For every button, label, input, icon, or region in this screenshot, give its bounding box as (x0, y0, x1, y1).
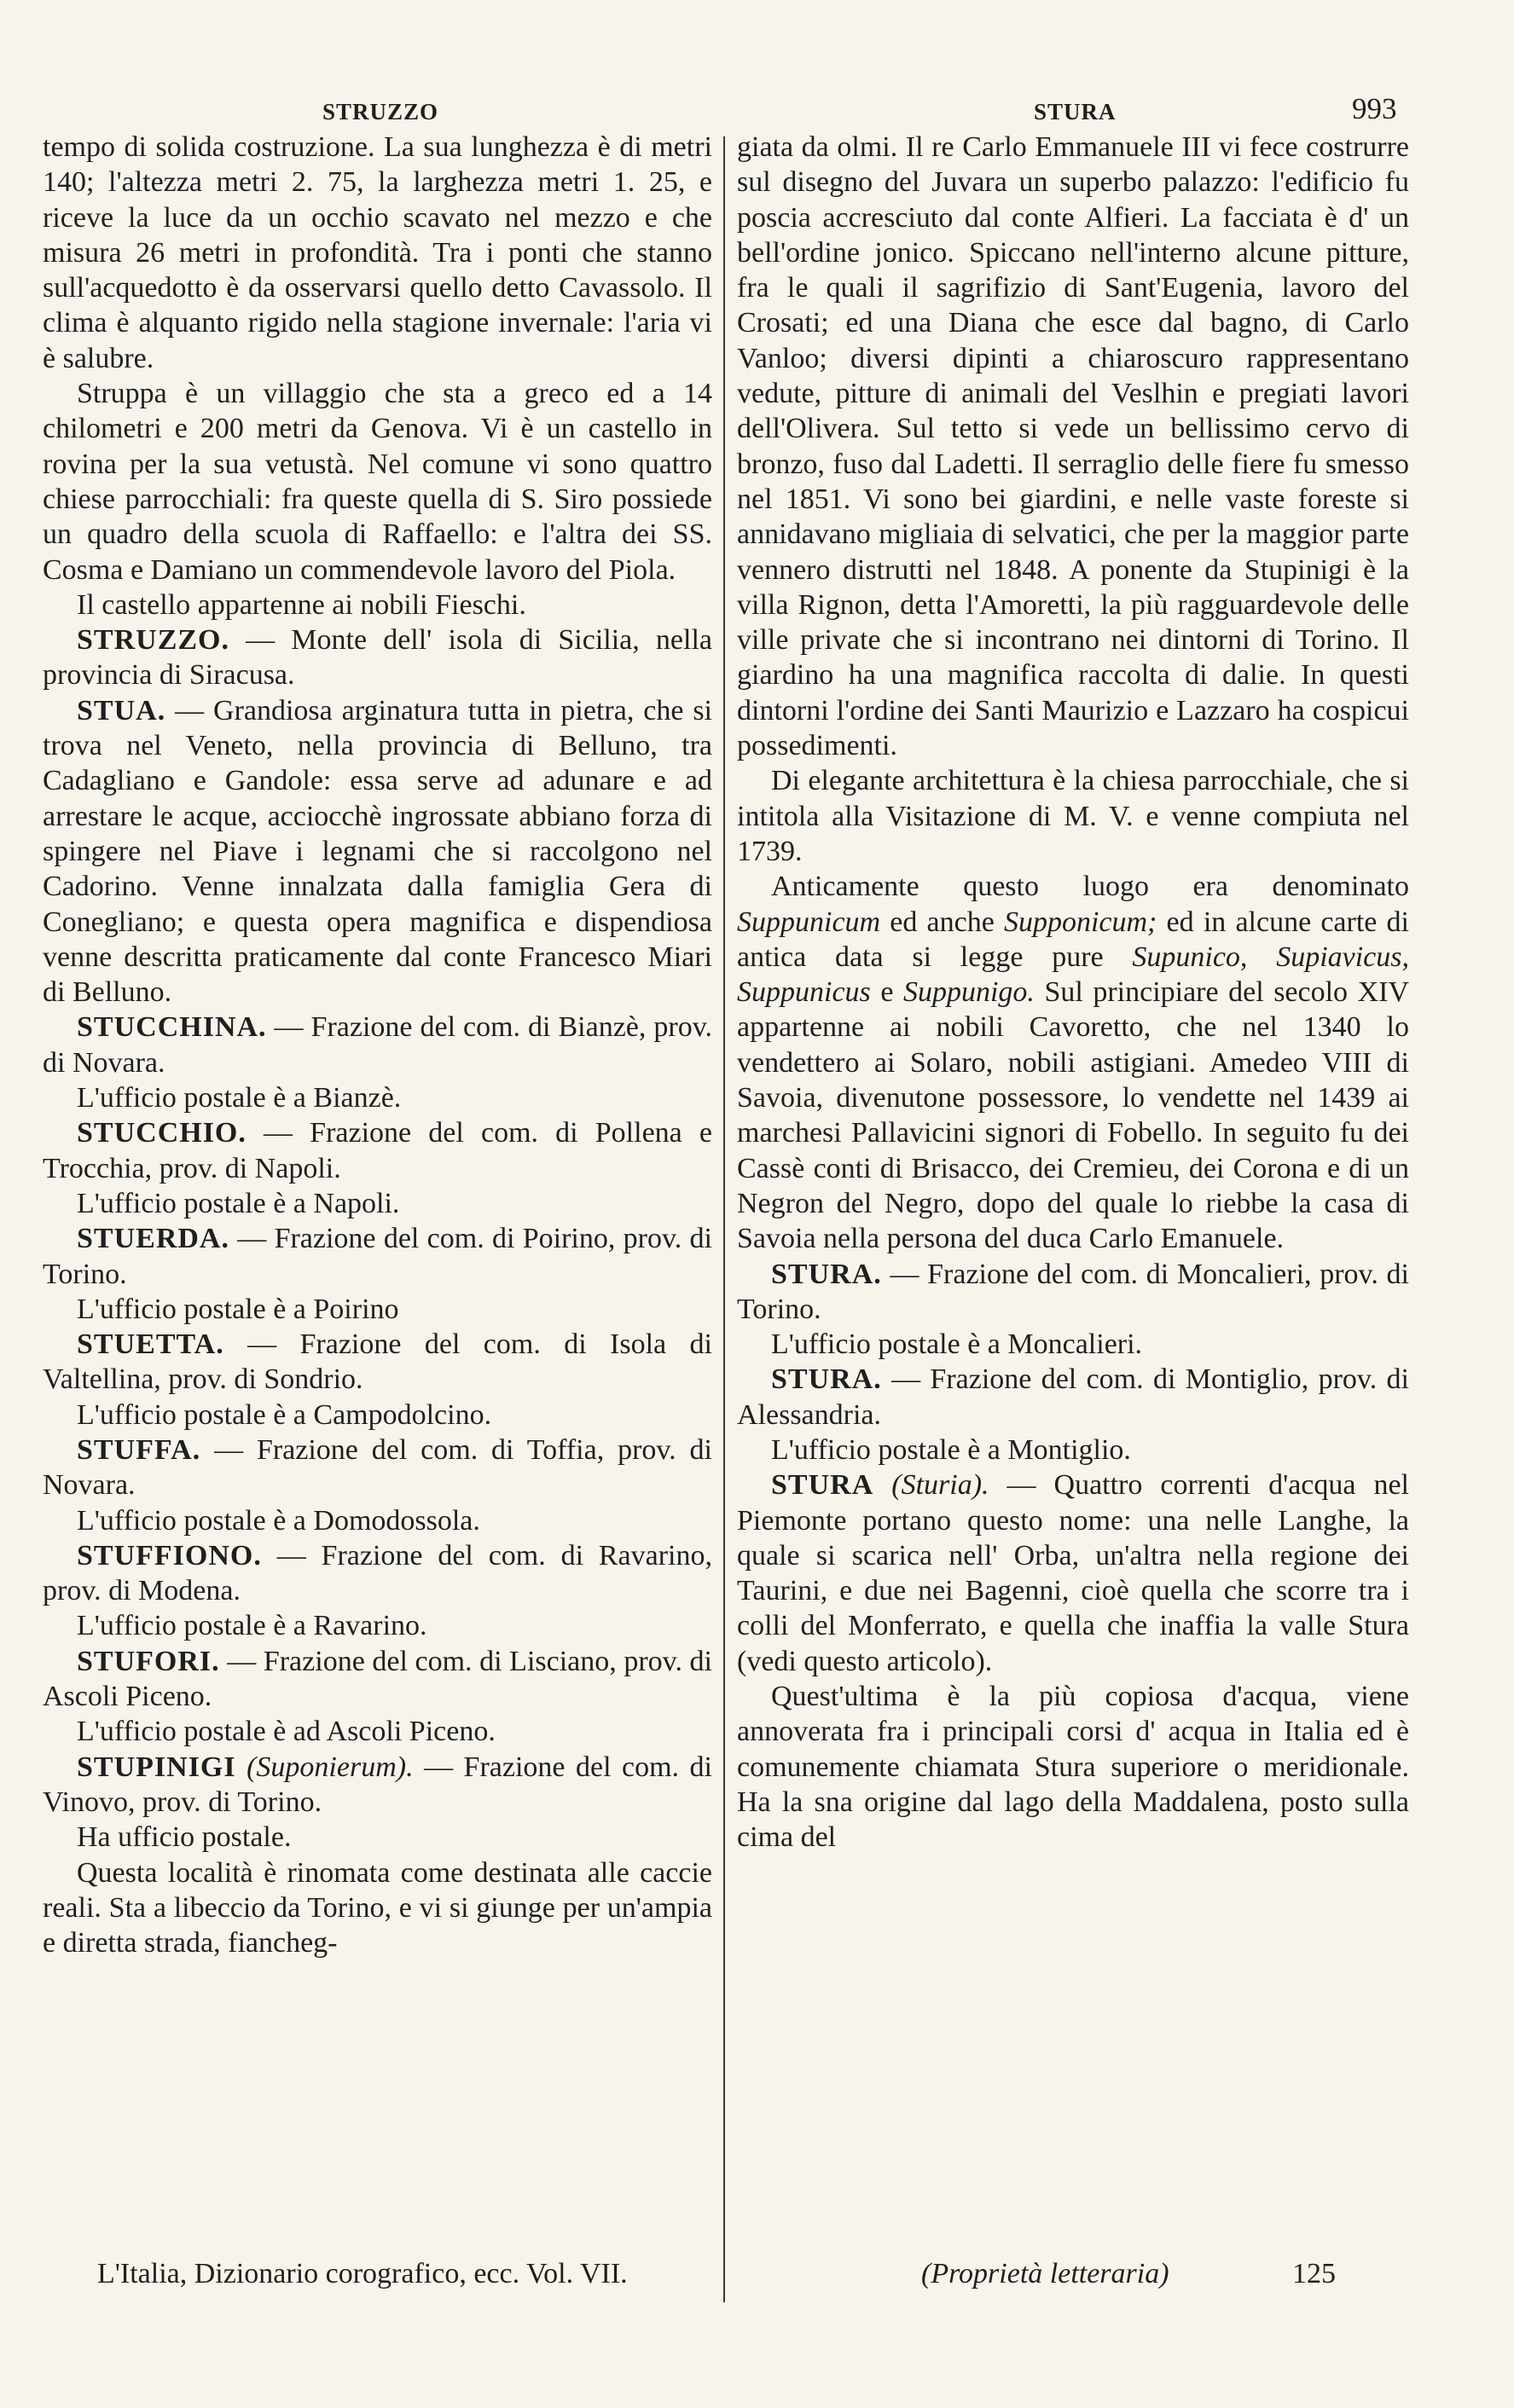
paragraph (43, 1608, 712, 1643)
entry-definition: — Frazione del com. di Isola di Valtellina, prov. di Sondrio. (43, 1328, 712, 1396)
paragraph-text: L'ufficio postale è a Bianzè. (77, 1082, 402, 1114)
entry-headword: STUFFIONO. (77, 1539, 262, 1572)
left-running-head: STRUZZO (322, 99, 439, 124)
paragraph-text: Di elegante architettura è la chiesa parrocchiale, che si intitola alla Visitazione di M. V. e venne compiuta nel 1739. (737, 765, 1409, 867)
paragraph-text: tempo di solida costruzione. La sua lunghezza è di metri 140; l'altezza metri 2. 75, la larghezza metri 1. 25, e riceve la luce da un occhio scavato nel mezzo e che misura 26 metri in profondità. Tra i ponti che stanno sull'acquedotto è da osservarsi quello detto Cavassolo. Il clima è alquanto rigido nella stagione invernale: l'aria vi è salubre. (43, 131, 712, 374)
paragraph-text: Il castello appartenne ai nobili Fieschi. (77, 588, 526, 621)
latin-name: Supponicum; (1003, 906, 1157, 938)
paragraph (43, 1186, 712, 1221)
right-running-head: STURA (1034, 99, 1117, 124)
paragraph-text: L'ufficio postale è a Ravarino. (77, 1610, 427, 1642)
paragraph-text: Sul principiare del secolo XIV appartenne ai nobili Cavoretto, che nel 1340 lo vendettero ai Solaro, nobili astigiani. Amedeo VIII di Savoia, divenutone possessore, lo vendette nel 1439 ai marchesi Pallavicini signori di Fobello. In seguito fu dei Cassè conti di Brisacco, dei Cremieu, dei Corona e di un Negron del Negro, dopo del quale lo riebbe la casa di Savoia nella persona del duca Carlo Emanuele. (737, 976, 1409, 1255)
entry-latin-name: (Sturia). (891, 1469, 989, 1502)
paragraph-text: L'ufficio postale è a Poirino (77, 1293, 399, 1325)
dictionary-entry (737, 1257, 1409, 1328)
dictionary-entry (43, 1115, 712, 1186)
dictionary-entry (43, 1750, 712, 1820)
paragraph (737, 869, 1409, 1256)
entry-headword: STUFORI. (77, 1645, 220, 1677)
entry-definition: — Frazione del com. di Lisciano, prov. di Ascoli Piceno. (43, 1645, 712, 1713)
dictionary-entry (43, 1644, 712, 1715)
paragraph (43, 1292, 712, 1327)
paragraph (43, 1503, 712, 1538)
entry-headword: STURA. (771, 1258, 882, 1290)
entry-headword: STUCCHINA. (77, 1011, 267, 1044)
paragraph (43, 1080, 712, 1115)
paragraph-text: Anticamente questo luogo era denominato (771, 871, 1409, 903)
entry-latin-name: (Suponierum). (247, 1751, 414, 1783)
entry-definition: — Quattro correnti d'acqua nel Piemonte portano questo nome: una nelle Langhe, la quale si scarica nell' Orba, un'altra nella regione dei Taurini, e due nei Bagenni, cioè quella che scorre tra i colli del Monferrato, e quella che inaffia la valle Stura (vedi questo articolo). (737, 1469, 1409, 1677)
dictionary-entry (43, 693, 712, 1010)
entry-headword: STUETTA. (77, 1328, 224, 1361)
entry-definition: — Frazione del com. di Poirino, prov. di Torino. (43, 1223, 712, 1290)
entry-definition: — Monte dell' isola di Sicilia, nella provincia di Siracusa. (43, 624, 712, 692)
paragraph-text: Quest'ultima è la più copiosa d'acqua, viene annoverata fra i principali corsi d' acqua in Italia ed è comunemente chiamata Stura superiore o meridionale. Ha la sna origine dal lago della Maddalena, posto sulla cima del (737, 1681, 1409, 1854)
paragraph-text: L'ufficio postale è a Napoli. (77, 1187, 400, 1219)
footer-copyright: (Proprietà letteraria) (921, 2258, 1169, 2289)
paragraph-text: L'ufficio postale è a Montiglio. (771, 1433, 1131, 1466)
continued-paragraph (43, 130, 712, 376)
paragraph-text: Questa località è rinomata come destinata alle caccie reali. Sta a libeccio da Torino, e vi si giunge per un'ampia e diretta strada, fiancheg- (43, 1856, 712, 1959)
dictionary-entry (43, 622, 712, 693)
footer-signature-number: 125 (1292, 2258, 1336, 2289)
paragraph-text: e (870, 976, 903, 1009)
dictionary-entry (43, 1327, 712, 1398)
latin-name: Supunico, Supiavicus, Suppunicus (737, 941, 1409, 1009)
dictionary-entry (43, 1433, 712, 1503)
paragraph (737, 1327, 1409, 1362)
entry-headword: STUA. (77, 694, 166, 726)
footer-book-title: L'Italia, Dizionario corografico, ecc. Vol. VII. (97, 2258, 628, 2289)
paragraph (43, 1820, 712, 1855)
page-number: 993 (1352, 92, 1397, 125)
paragraph-text: L'ufficio postale è a Domodossola. (77, 1504, 480, 1537)
dictionary-entry (737, 1467, 1409, 1679)
paragraph (43, 1398, 712, 1433)
entry-headword: STUPINIGI (77, 1751, 236, 1783)
entry-headword: STUCCHIO. (77, 1117, 247, 1149)
paragraph (43, 376, 712, 588)
dictionary-entry (43, 1010, 712, 1080)
right-column (737, 130, 1409, 2253)
entry-definition: — Frazione del com. di Moncalieri, prov. di Torino. (737, 1258, 1409, 1325)
entry-definition: — Frazione del com. di Pollena e Trocchia, prov. di Napoli. (43, 1117, 712, 1184)
column-divider (723, 136, 725, 2302)
latin-name: Suppunicum (737, 906, 881, 938)
entry-definition: — Grandiosa arginatura tutta in pietra, che si trova nel Veneto, nella provincia di Belluno, tra Cadagliano e Gandole: essa serve ad adunare e ad arrestare le acque, acciocchè ingrossate abbiano forza di spingere nel Piave i legnami che si raccolgono nel Cadorino. Venne innalzata dalla famiglia Gera di Conegliano; e questa opera magnifica e dispendiosa venne descritta praticamente dal conte Francesco Miari di Belluno. (43, 694, 712, 1009)
entry-headword: STUFFA. (77, 1433, 201, 1466)
paragraph (43, 1714, 712, 1749)
paragraph (43, 588, 712, 622)
paragraph-text: L'ufficio postale è a Moncalieri. (771, 1328, 1143, 1361)
entry-headword: STURA. (771, 1363, 882, 1396)
paragraph-text: L'ufficio postale è ad Ascoli Piceno. (77, 1716, 496, 1748)
latin-name: Suppunigo. (902, 976, 1035, 1009)
paragraph-text: giata da olmi. Il re Carlo Emmanuele III vi fece costrurre sul disegno del Juvara un superbo palazzo: l'edificio fu poscia accresciuto dal conte Alfieri. La facciata è d' un bell'ordine jonico. Spiccano nell'interno alcune pitture, fra le quali il sagrifizio di Sant'Eugenia, lavoro del Crosati; ed una Diana che esce dal bagno, di Carlo Vanloo; diversi dipinti a chiaroscuro rappresentano vedute, pitture di animali del Veslhin e pregiati lavori dell'Olivera. Sul tetto si vede un bellissimo cervo di bronzo, fuso dal Ladetti. Il serraglio delle fiere fu smesso nel 1851. Vi sono bei giardini, e nelle vaste foreste si annidavano migliaia di selvatici, che per la maggior parte vennero distrutti nel 1848. A ponente da Stupinigi è la villa Rignon, detta l'Amoretti, la più ragguardevole delle ville private che si incontrano nei dintorni di Torino. Il giardino ha una magnifica raccolta di dalie. In questi dintorni l'ordine dei Santi Maurizio e Lazzaro ha cospicui possedimenti. (737, 131, 1409, 762)
entry-headword: STRUZZO. (77, 624, 229, 657)
running-header (68, 92, 1397, 130)
entry-headword: STUERDA. (77, 1223, 229, 1255)
entry-definition: — Frazione del com. di Ravarino, prov. di Modena. (43, 1539, 712, 1607)
paragraph (737, 763, 1409, 869)
paragraph (737, 1679, 1409, 1855)
dictionary-entry (43, 1538, 712, 1609)
entry-definition: — Frazione del com. di Bianzè, prov. di Novara. (43, 1011, 712, 1079)
entry-definition: — Frazione del com. di Toffia, prov. di Novara. (43, 1433, 712, 1502)
entry-definition: — Frazione del com. di Montiglio, prov. di Alessandria. (737, 1363, 1409, 1431)
paragraph-text: ed in alcune carte di antica data si legge pure (737, 906, 1409, 973)
paragraph (737, 1433, 1409, 1467)
paragraph-text: ed anche (880, 906, 1004, 938)
paragraph-text: Ha ufficio postale. (77, 1821, 292, 1854)
paragraph (43, 1855, 712, 1961)
left-column (43, 130, 712, 2253)
continued-paragraph (737, 130, 1409, 763)
dictionary-entry (737, 1362, 1409, 1433)
paragraph-text: L'ufficio postale è a Campodolcino. (77, 1398, 492, 1431)
page-footer (43, 2258, 1407, 2309)
entry-definition: — Frazione del com. di Vinovo, prov. di Torino. (43, 1751, 712, 1818)
dictionary-entry (43, 1221, 712, 1292)
entry-headword: STURA (771, 1469, 874, 1502)
paragraph-text: Struppa è un villaggio che sta a greco ed a 14 chilometri e 200 metri da Genova. Vi è un castello in rovina per la sua vetustà. Nel comune vi sono quattro chiese parrocchiali: fra queste quella di S. Siro possiede un quadro della scuola di Raffaello: e l'altra dei SS. Cosma e Damiano un commendevole lavoro del Piola. (43, 378, 712, 586)
